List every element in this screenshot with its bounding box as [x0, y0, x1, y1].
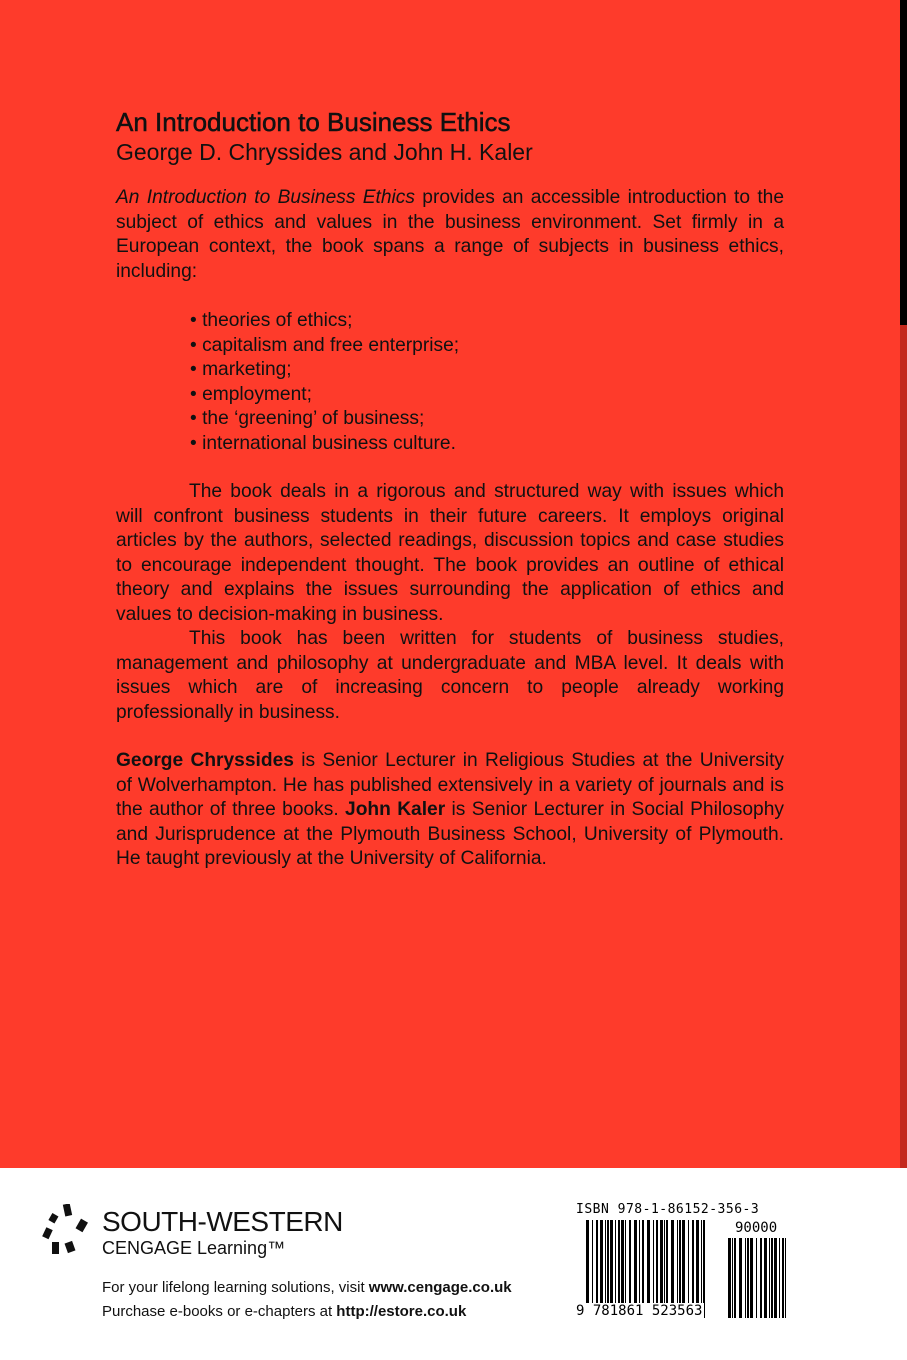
- barcode-bar: [739, 1238, 742, 1318]
- barcode-bar: [785, 1238, 786, 1318]
- intro-paragraph: [116, 186, 784, 284]
- estore-line: [102, 1303, 466, 1320]
- spine-edge: [900, 0, 907, 325]
- list-item: • international business culture.: [190, 432, 784, 457]
- barcode-bar: [750, 1238, 753, 1318]
- publisher-footer: [0, 1168, 907, 1360]
- author-name: George Chryssides: [116, 750, 294, 771]
- publisher-subname: CENGAGE Learning™: [102, 1238, 286, 1258]
- barcode-bar: [774, 1238, 777, 1318]
- description-paragraph: The book deals in a rigorous and structured way with issues which will confront business students in their future careers. It employs original articles by the authors, selected readings, discussion topics and case studies to encourage independent thought. The book provides an outline of ethical theory and explains the issues surrounding the application of ethics and values to decision-making in business.: [116, 481, 784, 625]
- barcode-bar: [728, 1238, 731, 1318]
- author-name: John Kaler: [345, 799, 446, 820]
- barcode-addon-icon: [728, 1238, 786, 1318]
- barcode-bar: [764, 1238, 767, 1318]
- barcode-bar: [747, 1238, 749, 1318]
- book-title: An Introduction to Business Ethics: [116, 107, 511, 137]
- publisher-name: SOUTH-WESTERN: [102, 1206, 343, 1237]
- barcode-bar: [769, 1238, 770, 1318]
- list-item: • capitalism and free enterprise;: [190, 334, 784, 359]
- website-link[interactable]: www.cengage.co.uk: [368, 1279, 512, 1296]
- book-authors: George D. Chryssides and John H. Kaler: [116, 139, 533, 165]
- barcode-bar: [779, 1238, 780, 1318]
- bio-text: is Senior Lecturer in Social Philosophy and Jurisprudence at the Plymouth Business School, University of Plymouth. He taught previously at the University of California.: [116, 799, 784, 869]
- author-bios: [116, 749, 784, 872]
- barcode-bar: [760, 1238, 762, 1318]
- barcode-addon-number: 90000: [735, 1220, 778, 1236]
- website-text: For your lifelong learning solutions, visit: [102, 1279, 369, 1296]
- back-cover-text: [116, 106, 784, 872]
- cengage-logo-icon: [42, 1204, 92, 1256]
- estore-link[interactable]: http://estore.co.uk: [336, 1303, 467, 1320]
- spine-edge-shadow: [900, 325, 907, 1168]
- intro-text: provides an accessible introduction to the subject of ethics and values in the business environment. Set firmly in a European context, the book spans a range of subjects in business ethics, including:: [116, 187, 785, 282]
- estore-text: Purchase e-books or e-chapters at: [102, 1303, 337, 1320]
- barcode-bar: [734, 1238, 736, 1318]
- list-item: • employment;: [190, 383, 784, 408]
- bio-text: is Senior Lecturer in Religious Studies at the University of Wolverhampton. He has published extensively in a variety of journals and is the author of three books.: [116, 750, 784, 820]
- list-item: • marketing;: [190, 358, 784, 383]
- list-item: • theories of ethics;: [190, 309, 784, 334]
- barcode-number: 9 781861 523563: [576, 1303, 703, 1319]
- barcode-bar: [771, 1238, 773, 1318]
- topic-list: [190, 309, 784, 456]
- intro-title: An Introduction to Business Ethics: [116, 187, 415, 208]
- website-line: [102, 1279, 512, 1296]
- audience-paragraph: This book has been written for students of business studies, management and philosophy at undergraduate and MBA level. It deals with issues which are of increasing concern to people already working professionally in business.: [116, 628, 784, 723]
- barcode-bar: [756, 1238, 757, 1318]
- barcode-bar: [782, 1238, 784, 1318]
- barcode-bar: [745, 1238, 746, 1318]
- isbn-label: ISBN 978-1-86152-356-3: [576, 1202, 760, 1217]
- barcode-bar: [732, 1238, 733, 1318]
- list-item: • the ‘greening’ of business;: [190, 407, 784, 432]
